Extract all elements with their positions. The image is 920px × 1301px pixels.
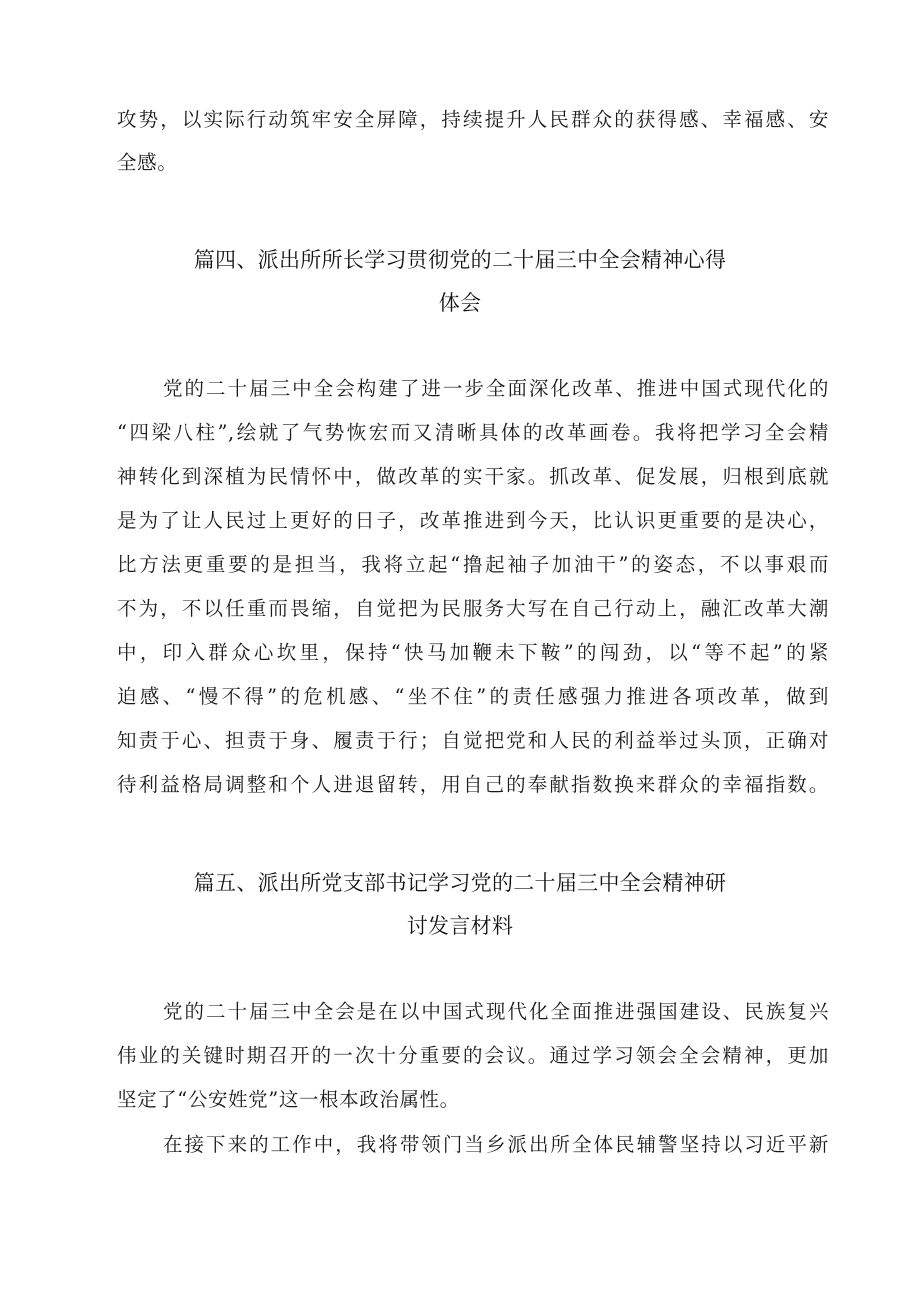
text-line: 待利益格局调整和个人进退留转，用自己的奉献指数换来群众的幸福指数。 (117, 773, 829, 796)
text-line: 是为了让人民过上更好的日子，改革推进到今天，比认识更重要的是决心， (117, 509, 829, 532)
text-line: 攻势，以实际行动筑牢安全屏障，持续提升人民群众的获得感、幸福感、安 (117, 108, 829, 131)
text-line: 党的二十届三中全会是在以中国式现代化全面推进强国建设、民族复兴 (163, 1000, 829, 1023)
section-4-title-line-2: 体会 (438, 291, 482, 315)
text-line: 在接下来的工作中，我将带领门当乡派出所全体民辅警坚持以习近平新 (163, 1133, 829, 1156)
text-line: 中，印入群众心坎里，保持“快马加鞭未下鞍”的闯劲，以“等不起”的紧 (117, 641, 829, 664)
text-line: 神转化到深植为民情怀中，做改革的实干家。抓改革、促发展，归根到底就 (117, 465, 829, 488)
text-line: 不为，不以任重而畏缩，自觉把为民服务大写在自己行动上，融汇改革大潮 (117, 597, 829, 620)
text-line: 坚定了“公安姓党”这一根本政治属性。 (117, 1088, 460, 1111)
section-5-title-line-2: 讨发言材料 (406, 914, 514, 938)
text-line: 伟业的关键时期召开的一次十分重要的会议。通过学习领会全会精神，更加 (117, 1044, 829, 1067)
text-line: 迫感、“慢不得”的危机感、“坐不住”的责任感强力推进各项改革，做到 (117, 685, 829, 708)
section-5-title-line-1: 篇五、派出所党支部书记学习党的二十届三中全会精神研 (193, 871, 727, 895)
text-line: 比方法更重要的是担当，我将立起“撸起袖子加油干”的姿态，不以事艰而 (117, 553, 829, 576)
section-4-title-line-1: 篇四、派出所所长学习贯彻党的二十届三中全会精神心得 (193, 248, 727, 272)
text-line: “四梁八柱”,绘就了气势恢宏而又清晰具体的改革画卷。我将把学习全会精 (117, 421, 829, 444)
text-line: 全感。 (117, 151, 178, 174)
text-line: 党的二十届三中全会构建了进一步全面深化改革、推进中国式现代化的 (163, 377, 829, 400)
text-line: 知责于心、担责于身、履责于行；自觉把党和人民的利益举过头顶，正确对 (117, 729, 829, 752)
